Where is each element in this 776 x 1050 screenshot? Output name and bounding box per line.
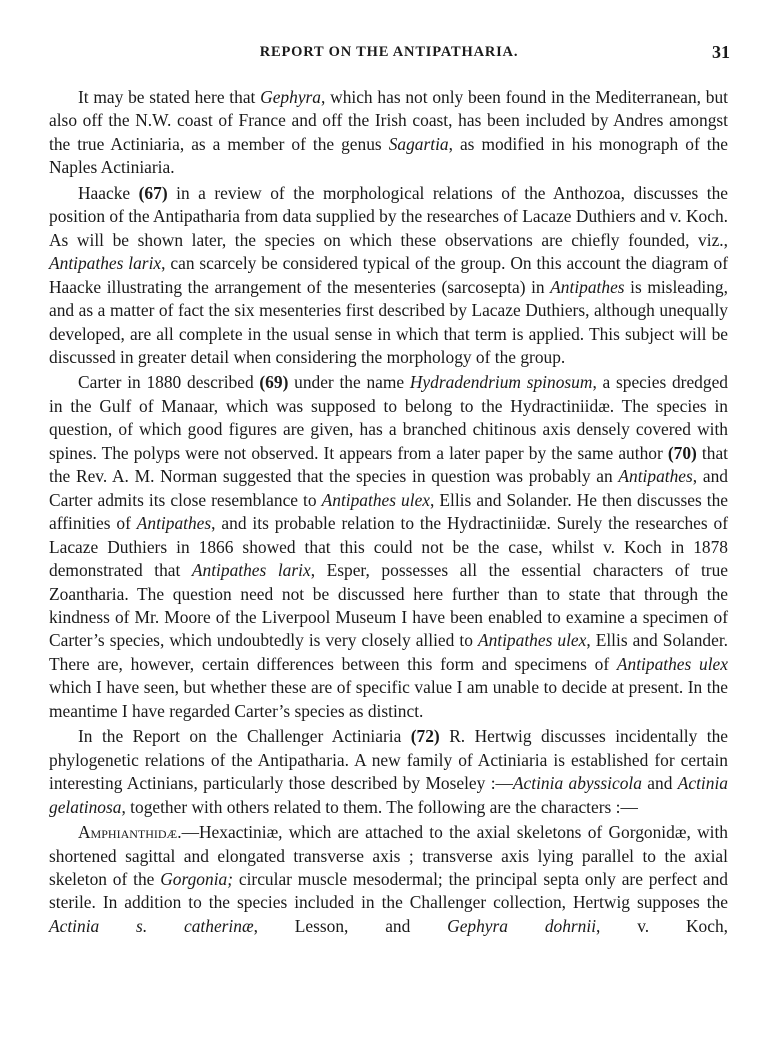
text-run: is misleading, and as a matter of fact the six mesenteries first described by Lacaze Duthiers, although unequally developed, are all complete in the usual sense in which that term is applied. This subject will be discussed in greater detail when considering the morphology of the group.: [49, 276, 728, 367]
text-run: , Esper, possesses all the essential characters of true Zoantharia. The question need not be discussed here further than to state that through the kindness of Mr. Moore of the Liverpool Museum I have been enabled to examine a specimen of Carter’s species, which undoubtedly is very closely allied to: [49, 560, 728, 651]
text-run: In the Report on the Challenger Actiniaria: [78, 726, 411, 747]
running-title: REPORT ON THE ANTIPATHARIA.: [259, 44, 519, 60]
italic-text: Actinia abyssicola: [512, 773, 642, 794]
italic-text: Antipathes: [618, 466, 693, 487]
italic-text: Sagartia: [388, 133, 449, 154]
text-run: , Ellis and Solander. There are, however, certain differences between this form and specimens of: [49, 630, 728, 674]
paragraph: [49, 371, 728, 723]
text-run: that the Rev. A. M. Norman suggested that the species in question was probably an: [49, 442, 728, 487]
text-run: under the name: [288, 372, 410, 393]
italic-text: Antipathes larix: [191, 560, 311, 581]
italic-text: Antipathes ulex: [477, 630, 587, 651]
italic-text: Actinia gelatinosa: [49, 773, 728, 817]
text-run: It may be stated here that: [78, 87, 261, 107]
text-run: , v. Koch,: [596, 915, 728, 936]
text-run: , a species dredged in the Gulf of Manaar, which was supposed to belong to the Hydractiniidæ. The species in question, of which good figures are given, has a branched chitinous axis densely covered with spines. The polyps were not observed. It appears from a later paper by the same author: [49, 372, 728, 463]
reference-number: (67): [138, 182, 168, 203]
italic-text: Gorgonia;: [160, 868, 234, 889]
running-head: [48, 44, 730, 68]
text-run: , Ellis and Solander. He then discusses the affinities of: [49, 489, 728, 534]
text-run: R. Hertwig discusses incidentally the phylogenetic relations of the Antipatharia. A new family of Actiniaria is established for certain interesting Actinians, particularly those described by Moseley :—: [49, 726, 729, 794]
italic-text: Antipathes ulex: [321, 489, 431, 510]
paragraph: [49, 821, 728, 938]
paragraph: [49, 86, 728, 180]
text-run: which I have seen, but whether these are of specific value I am unable to decide at present. In the meantime I have regarded Carter’s species as distinct.: [49, 677, 728, 721]
text-run: and: [641, 773, 678, 794]
text-run: Haacke: [78, 182, 139, 203]
text-run: , and its probable relation to the Hydractiniidæ. Surely the researches of Lacaze Duthiers in 1866 showed that this could not be the case, whilst v. Koch in 1878 demonstrated that: [49, 513, 729, 581]
text-run: , Lesson, and: [253, 915, 448, 936]
reference-number: (69): [259, 372, 289, 393]
paragraph: [49, 725, 728, 819]
paragraph: [49, 182, 728, 370]
italic-text: Gephyra: [260, 87, 322, 107]
text-run: Carter in 1880 described: [78, 372, 260, 393]
text-run: , and Carter admits its close resemblance to: [49, 466, 728, 510]
text-run: , can scarcely be considered typical of the group. On this account the diagram of Haacke illustrating the arrangement of the mesenteries (sarcosepta) in: [49, 253, 728, 297]
italic-text: Hydradendrium spinosum: [409, 372, 593, 393]
text-run: , as modified in his monograph of the Naples Actiniaria.: [49, 133, 728, 178]
italic-text: Antipathes ulex: [616, 653, 728, 674]
text-run: circular muscle mesodermal; the principal septa only are perfect and sterile. In addition to the species included in the Challenger collection, Hertwig supposes the: [49, 868, 728, 913]
body-text: [49, 86, 728, 940]
text-run: , which has not only been found in the Mediterranean, but also off the N.W. coast of France and off the Irish coast, has been included by Andres amongst the true Actiniaria, as a member of the genus: [49, 87, 728, 154]
text-run: , together with others related to them. The following are the characters :—: [121, 796, 638, 817]
small-caps-term: Amphianthidæ: [78, 822, 178, 843]
italic-text: Actinia s. catherinæ: [49, 915, 254, 936]
text-run: .—Hexactiniæ, which are attached to the axial skeletons of Gorgonidæ, with shortened sagittal and elongated transverse axis ; transverse axis lying parallel to the axial skeleton of the: [49, 822, 728, 889]
italic-text: Gephyra dohrnii: [447, 915, 597, 936]
text-run: in a review of the morphological relations of the Anthozoa, discusses the position of the Antipatharia from data supplied by the researches of Lacaze Duthiers and v. Koch. As will be shown later, the species on which these observations are chiefly founded, viz.,: [49, 182, 728, 250]
italic-text: Antipathes: [136, 513, 212, 534]
reference-number: (72): [410, 726, 440, 747]
page-number: 31: [712, 42, 730, 62]
italic-text: Antipathes: [550, 276, 625, 297]
italic-text: Antipathes larix: [49, 253, 162, 274]
reference-number: (70): [667, 442, 697, 463]
